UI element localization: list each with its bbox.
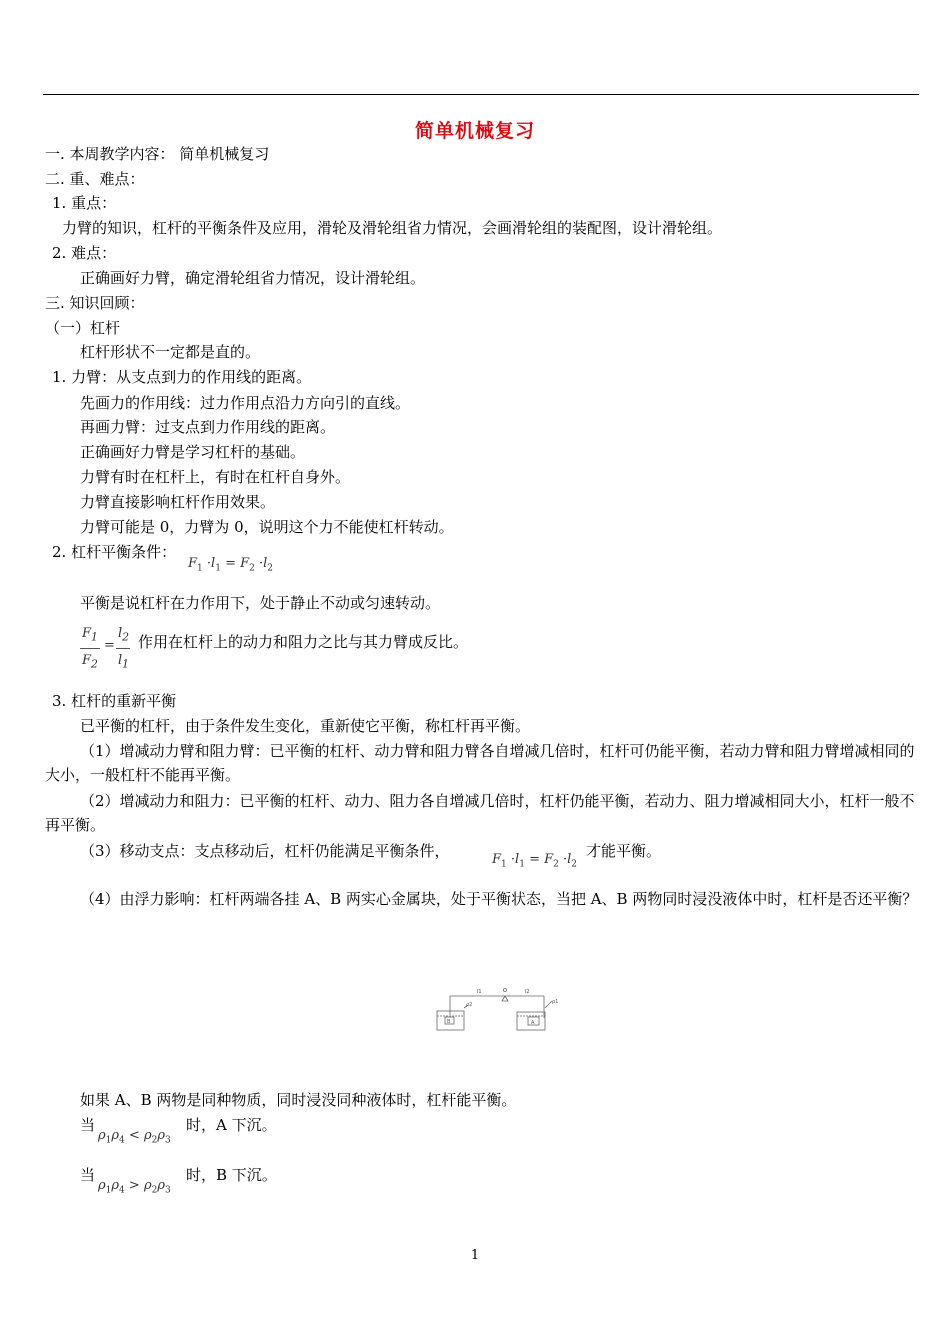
rebalance-paragraph-1: （1）增减动力臂和阻力臂：已平衡的杠杆、动力臂和阻力臂各自增减几倍时，杠杆可仍能平衡，若动力臂和阻力臂增减相同的大小，一般杠杆不能再平衡。 [45, 742, 915, 784]
condition-b-text: 时，B 下沉。 [186, 1166, 277, 1184]
condition-a-inequality: $\rho_1\rho_4 < \rho_2\rho_3$ [98, 1128, 171, 1146]
move-fulcrum-text: （3）移动支点：支点移动后，杠杆仍能满足平衡条件， [80, 842, 450, 860]
page-number: 1 [470, 1248, 480, 1263]
svg-text:l1: l1 [477, 989, 482, 995]
moment-arm-text-4: 力臂有时在杠杆上，有时在杠杆自身外。 [80, 468, 351, 486]
lever-buoyancy-diagram [432, 984, 562, 1034]
svg-text:ρ2: ρ2 [466, 1002, 473, 1008]
moment-arm-text-3: 正确画好力臂是学习杠杆的基础。 [80, 443, 306, 461]
moment-arm-text-1: 先画力的作用线：过力作用点沿力方向引的直线。 [80, 394, 411, 412]
balance-condition-heading: 2. 杠杆平衡条件： [52, 543, 177, 561]
buoyancy-paragraph: （4）由浮力影响：杠杆两端各挂 A、B 两实心金属块，处于平衡状态，当把 A、B 两物同时浸没液体中时，杠杆是否还平衡？ [80, 890, 918, 908]
moment-arm-text-5: 力臂直接影响杠杆作用效果。 [80, 493, 276, 511]
ratio-text: 作用在杠杆上的动力和阻力之比与其力臂成反比。 [138, 633, 469, 651]
lever-heading: （一）杠杆 [45, 319, 121, 337]
condition-a-text: 时，A 下沉。 [186, 1116, 277, 1134]
key-points-text: 力臂的知识，杠杆的平衡条件及应用，滑轮及滑轮组省力情况，会画滑轮组的装配图，设计滑轮组。 [62, 219, 723, 237]
rebalance-heading: 3. 杠杆的重新平衡 [52, 692, 177, 710]
section-2-heading: 二. 重、难点： [45, 170, 145, 188]
svg-text:B: B [447, 1019, 451, 1025]
moment-arm-text-6: 力臂可能是 0，力臂为 0，说明这个力不能使杠杆转动。 [80, 518, 454, 536]
balance-equation: $F_1 \cdot l_1 = F_2 \cdot l_2$ [188, 556, 274, 574]
balance-definition-text: 平衡是说杠杆在力作用下，处于静止不动或匀速转动。 [80, 594, 441, 612]
condition-b-inequality: $\rho_1\rho_4 > \rho_2\rho_3$ [98, 1178, 171, 1196]
condition-b-prefix: 当 [80, 1166, 96, 1184]
rebalance-definition: 已平衡的杠杆，由于条件发生变化，重新使它平衡，称杠杆再平衡。 [80, 717, 531, 735]
fulcrum-balance-equation: $F_1 \cdot l_1 = F_2 \cdot l_2$ [492, 852, 578, 870]
same-material-text: 如果 A、B 两物是同种物质，同时浸没同种液体时，杠杆能平衡。 [80, 1091, 517, 1109]
rebalance-paragraph-2: （2）增减动力和阻力：已平衡的杠杆、动力、阻力各自增减几倍时，杠杆仍能平衡，若动力、阻力增减相同大小，杠杆一般不再平衡。 [45, 792, 915, 834]
section-1-heading: 一. 本周教学内容： 简单机械复习 [45, 145, 270, 163]
condition-a-prefix: 当 [80, 1116, 96, 1134]
moment-arm-heading: 1. 力臂：从支点到力的作用线的距离。 [52, 368, 312, 386]
top-rule [43, 94, 919, 95]
difficult-points-heading: 2. 难点： [52, 244, 117, 262]
key-points-heading: 1. 重点： [52, 194, 117, 212]
lever-shape-text: 杠杆形状不一定都是直的。 [80, 343, 261, 361]
section-3-heading: 三. 知识回顾： [45, 294, 145, 312]
difficult-points-text: 正确画好力臂，确定滑轮组省力情况，设计滑轮组。 [80, 269, 426, 287]
svg-text:A: A [531, 1020, 535, 1026]
moment-arm-text-2: 再画力臂：过支点到力作用线的距离。 [80, 418, 336, 436]
page-title: 简单机械复习 [414, 120, 535, 142]
ratio-equation: $F_1$ $F_2$ = $l_2$ $l_1$ [82, 626, 130, 671]
svg-text:ρ1: ρ1 [552, 999, 559, 1005]
move-fulcrum-text-end: 才能平衡。 [586, 842, 662, 860]
svg-text:l2: l2 [525, 989, 530, 995]
